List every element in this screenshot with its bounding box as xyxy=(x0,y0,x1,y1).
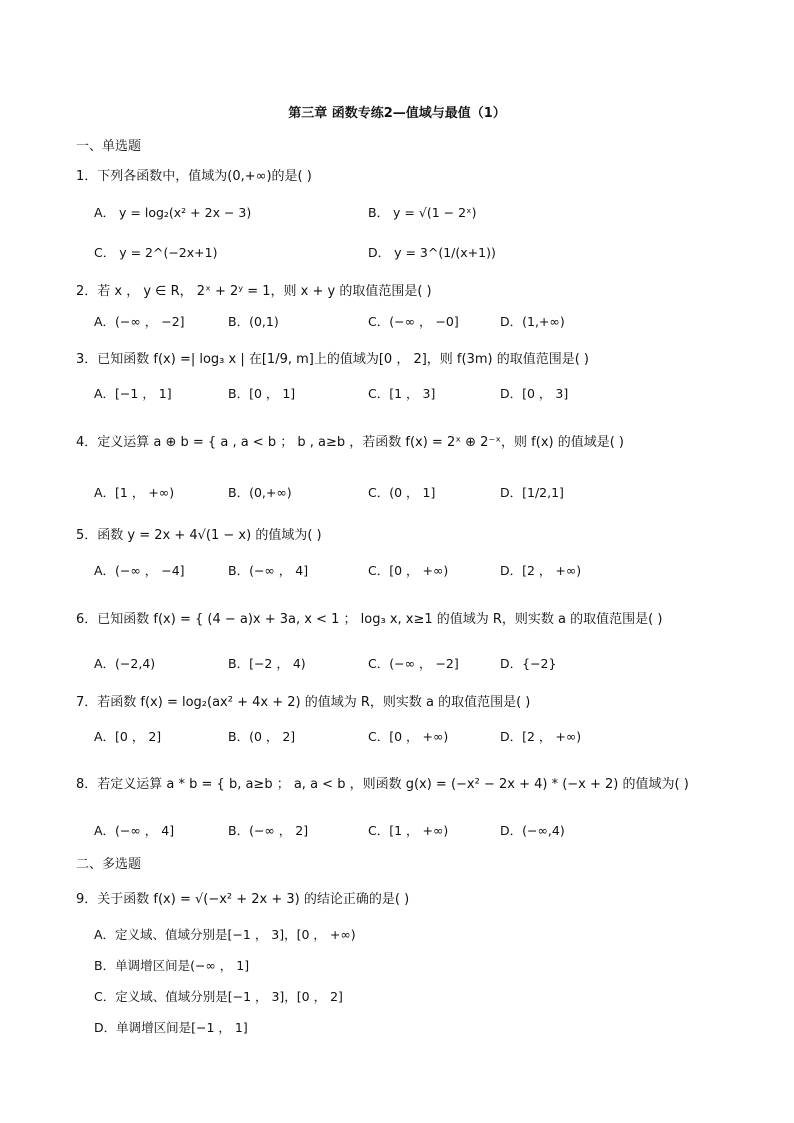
question-7-stem: 7．若函数 f(x) = log₂(ax² + 4x + 2) 的值域为 R，则实数 a 的取值范围是( ) xyxy=(76,695,531,710)
question-1-option-d: D． y = 3^(1/(x+1)) xyxy=(368,245,496,260)
page-title: 第三章 函数专练2—值域与最值（1） xyxy=(288,106,506,121)
question-3-stem: 3．已知函数 f(x) =| log₃ x | 在[1/9, m]上的值域为[0 ， 2]，则 f(3m) 的取值范围是( ) xyxy=(76,352,589,367)
question-6-option-a: A．(−2,4) xyxy=(94,656,156,671)
question-1-option-c: C． y = 2^(−2x+1) xyxy=(94,245,218,260)
question-2-option-c: C．(−∞ ， −0] xyxy=(368,314,459,329)
question-5-option-d: D．[2 ， +∞) xyxy=(500,563,582,578)
question-5-option-b: B．(−∞ ， 4] xyxy=(228,563,309,578)
question-4-option-a: A．[1 ， +∞) xyxy=(94,485,175,500)
question-7-option-d: D．[2 ， +∞) xyxy=(500,729,582,744)
question-1-stem: 1．下列各函数中，值域为(0,+∞)的是( ) xyxy=(76,169,312,184)
question-4-option-d: D．[1/2,1] xyxy=(500,485,564,500)
question-7-option-b: B．(0 ， 2] xyxy=(228,729,296,744)
question-6-option-c: C．(−∞ ， −2] xyxy=(368,656,459,671)
question-3-option-b: B．[0 ， 1] xyxy=(228,386,296,401)
section-heading-multi: 二、多选题 xyxy=(76,857,142,872)
question-2-stem: 2．若 x ， y ∈ R， 2ˣ + 2ʸ = 1，则 x + y 的取值范围是( ) xyxy=(76,284,432,299)
question-8-option-a: A．(−∞ ， 4] xyxy=(94,823,175,838)
question-9-option-b: B．单调增区间是(−∞ ， 1] xyxy=(94,958,250,973)
question-9-option-a: A．定义域、值域分别是[−1 ， 3]，[0 ， +∞) xyxy=(94,927,356,942)
question-4-option-b: B．(0,+∞) xyxy=(228,485,292,500)
question-9-option-c: C．定义域、值域分别是[−1 ， 3]，[0 ， 2] xyxy=(94,989,343,1004)
question-6-stem: 6．已知函数 f(x) = { (4 − a)x + 3a, x < 1 ； log₃ x, x≥1 的值域为 R，则实数 a 的取值范围是( ) xyxy=(76,612,663,627)
question-9-stem: 9．关于函数 f(x) = √(−x² + 2x + 3) 的结论正确的是( ) xyxy=(76,892,410,907)
question-9-option-d: D．单调增区间是[−1 ， 1] xyxy=(94,1020,248,1035)
question-6-option-b: B．[−2 ， 4) xyxy=(228,656,306,671)
question-5-option-c: C．[0 ， +∞) xyxy=(368,563,449,578)
question-2-option-b: B．(0,1) xyxy=(228,314,279,329)
question-4-stem: 4．定义运算 a ⊕ b = { a , a < b ； b , a≥b ，若函数 f(x) = 2ˣ ⊕ 2⁻ˣ，则 f(x) 的值域是( ) xyxy=(76,435,624,450)
question-2-option-d: D．(1,+∞) xyxy=(500,314,565,329)
question-2-option-a: A．(−∞ ， −2] xyxy=(94,314,185,329)
question-1-option-b: B． y = √(1 − 2ˣ) xyxy=(368,205,477,220)
question-6-option-d: D．{−2} xyxy=(500,656,557,671)
question-7-option-c: C．[0 ， +∞) xyxy=(368,729,449,744)
question-5-stem: 5．函数 y = 2x + 4√(1 − x) 的值域为( ) xyxy=(76,528,322,543)
question-8-option-c: C．[1 ， +∞) xyxy=(368,823,449,838)
question-3-option-d: D．[0 ， 3] xyxy=(500,386,569,401)
section-heading-single: 一、单选题 xyxy=(76,139,142,154)
question-3-option-a: A．[−1 ， 1] xyxy=(94,386,172,401)
question-8-option-d: D．(−∞,4) xyxy=(500,823,565,838)
question-1-option-a: A． y = log₂(x² + 2x − 3) xyxy=(94,205,252,220)
question-8-option-b: B．(−∞ ， 2] xyxy=(228,823,309,838)
question-5-option-a: A．(−∞ ， −4] xyxy=(94,563,185,578)
question-8-stem: 8．若定义运算 a * b = { b, a≥b ； a, a < b ，则函数 g(x) = (−x² − 2x + 4) * (−x + 2) 的值域为( ) xyxy=(76,777,689,792)
question-3-option-c: C．[1 ， 3] xyxy=(368,386,436,401)
question-7-option-a: A．[0 ， 2] xyxy=(94,729,162,744)
question-4-option-c: C．(0 ， 1] xyxy=(368,485,436,500)
